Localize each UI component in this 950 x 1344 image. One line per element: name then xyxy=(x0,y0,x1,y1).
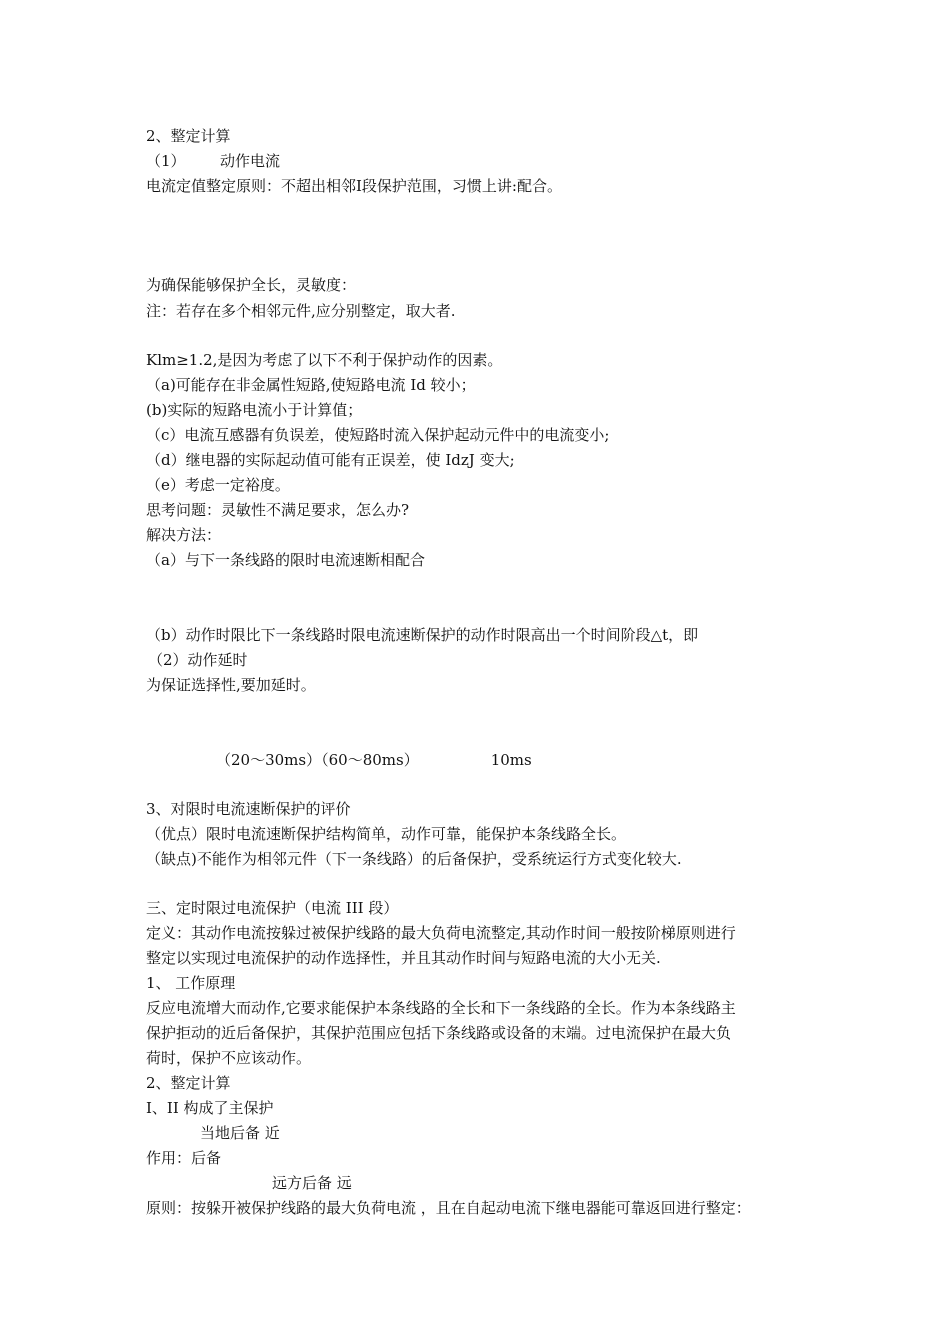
paragraph: 保护拒动的近后备保护，其保护范围应包括下条线路或设备的末端。过电流保护在最大负 xyxy=(146,1024,732,1042)
paragraph: I、II 构成了主保护 xyxy=(146,1099,274,1117)
subsection-title: 动作电流 xyxy=(220,152,281,170)
section-heading: 3、对限时电流速断保护的评价 xyxy=(146,800,351,818)
list-item: (b)实际的短路电流小于计算值； xyxy=(146,401,363,419)
paragraph: 定义：其动作电流按躲过被保护线路的最大负荷电流整定,其动作时间一般按阶梯原则进行 xyxy=(146,924,736,942)
timing-values xyxy=(216,750,532,770)
subsection-number: （1） xyxy=(146,152,186,170)
paragraph: 作用：后备 xyxy=(146,1149,222,1167)
paragraph: 荷时，保护不应该动作。 xyxy=(146,1049,312,1067)
list-item: （d）继电器的实际起动值可能有正误差，使 IdzJ 变大; xyxy=(146,451,515,469)
paragraph: 为确保能够保护全长，灵敏度： xyxy=(146,276,357,294)
timing-value: 10ms xyxy=(490,751,532,769)
paragraph: （优点）限时电流速断保护结构简单，动作可靠，能保护本条线路全长。 xyxy=(146,825,627,843)
list-item: （b）动作时限比下一条线路时限电流速断保护的动作时限高出一个时间阶段△t，即 xyxy=(146,626,699,644)
timing-value: （20～30ms） xyxy=(216,751,322,769)
subsection-heading: （2）动作延时 xyxy=(148,651,248,669)
subsection-heading xyxy=(146,151,186,171)
paragraph: 为保证选择性,要加延时。 xyxy=(146,676,316,694)
paragraph: 解决方法： xyxy=(146,526,222,544)
list-item: （a）与下一条线路的限时电流速断相配合 xyxy=(146,551,425,569)
paragraph: 原则：按躲开被保护线路的最大负荷电流 ，且在自起动电流下继电器能可靠返回进行整定： xyxy=(146,1199,751,1217)
list-item: （a)可能存在非金属性短路,使短路电流 Id 较小； xyxy=(146,376,476,394)
chapter-heading: 三、定时限过电流保护（电流 III 段） xyxy=(146,899,399,917)
section-heading: 2、整定计算 xyxy=(146,1074,231,1092)
diagram-label: 当地后备 近 xyxy=(200,1124,280,1142)
list-item: （c）电流互感器有负误差，使短路时流入保护起动元件中的电流变小; xyxy=(146,426,610,444)
list-item: （e）考虑一定裕度。 xyxy=(146,476,290,494)
section-heading: 1、 工作原理 xyxy=(146,974,236,992)
paragraph: （缺点)不能作为相邻元件（下一条线路）的后备保护，受系统运行方式变化较大. xyxy=(146,850,682,868)
note: 注：若存在多个相邻元件,应分别整定，取大者. xyxy=(146,302,456,320)
paragraph: 整定以实现过电流保护的动作选择性，并且其动作时间与短路电流的大小无关. xyxy=(146,949,661,967)
paragraph: Klm≥1.2,是因为考虑了以下不利于保护动作的因素。 xyxy=(146,351,503,369)
section-heading: 2、整定计算 xyxy=(146,127,231,145)
timing-value: （60～80ms） xyxy=(321,751,419,769)
paragraph: 思考问题：灵敏性不满足要求，怎么办? xyxy=(146,501,410,519)
paragraph: 电流定值整定原则：不超出相邻Ⅰ段保护范围，习惯上讲:配合。 xyxy=(146,177,562,195)
diagram-label: 远方后备 远 xyxy=(272,1174,352,1192)
paragraph: 反应电流增大而动作,它要求能保护本条线路的全长和下一条线路的全长。作为本条线路主 xyxy=(146,999,736,1017)
